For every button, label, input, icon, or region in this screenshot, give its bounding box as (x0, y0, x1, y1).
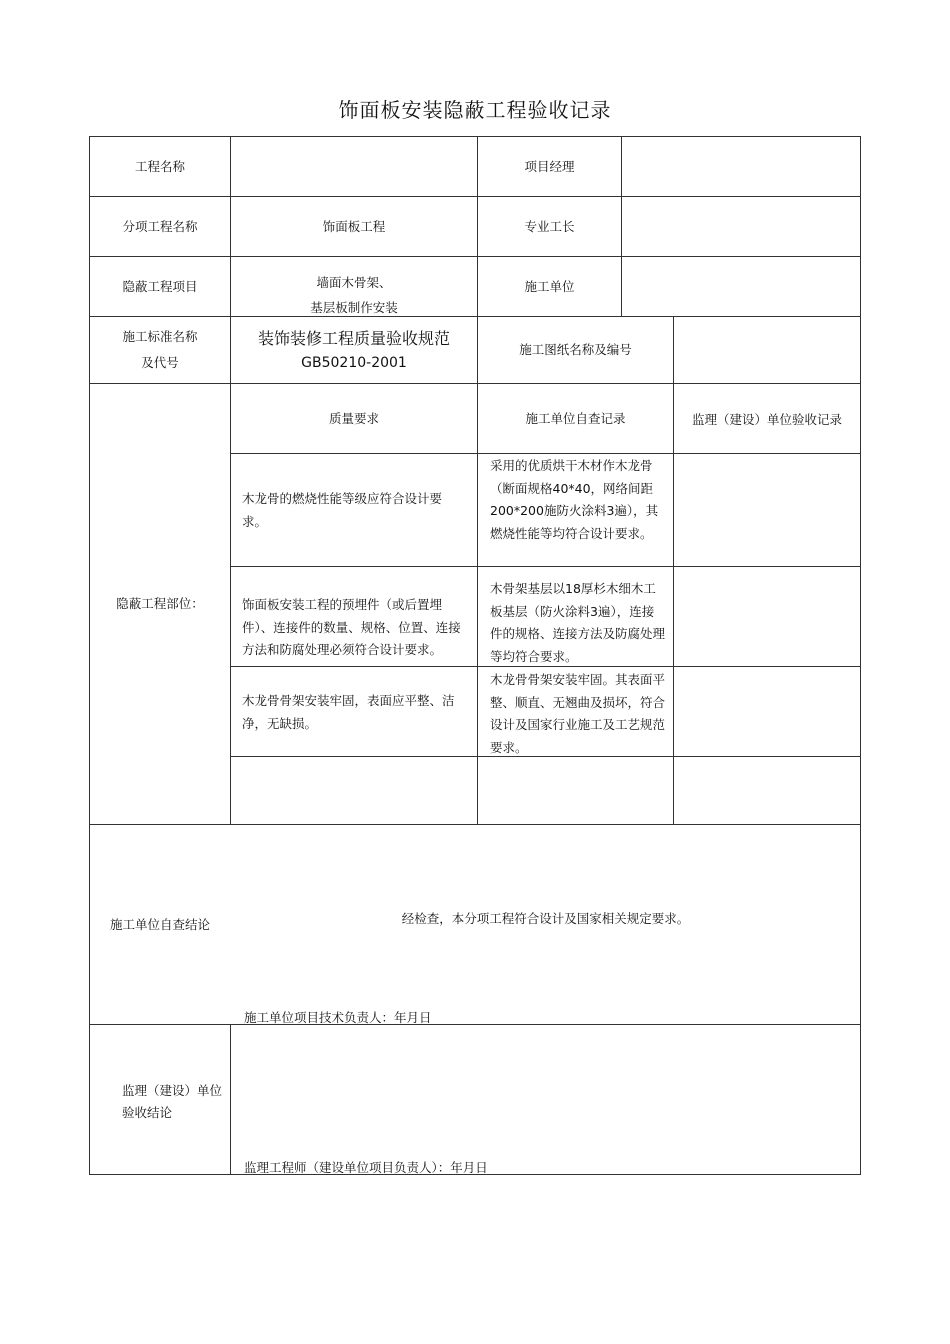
self-check-cell: 采用的优质烘干木材作木龙骨（断面规格40*40，网络间距200*200施防火涂料3遍），其燃烧性能等均符合设计要求。 (490, 458, 659, 541)
foreman-label: 专业工长 (524, 218, 575, 234)
self-conclusion-text: 经检查，本分项工程符合设计及国家相关规定要求。 (401, 911, 690, 926)
sub-project-value: 饰面板工程 (322, 218, 386, 234)
self-check-cell: 木龙骨骨架安装牢固。其表面平整、顺直、无翘曲及损坏，符合设计及国家行业施工及工艺规范要求。 (490, 672, 666, 755)
drawing-label: 施工图纸名称及编号 (519, 342, 632, 357)
project-manager-value (622, 137, 860, 196)
requirement-cell: 木龙骨骨架安装牢固，表面应平整、洁净，无缺损。 (242, 693, 455, 731)
project-name-label: 工程名称 (134, 158, 185, 174)
sub-project-label: 分项工程名称 (122, 218, 198, 234)
project-name-value (231, 137, 477, 196)
standard-value-line2: GB50210-2001 (301, 355, 407, 371)
requirement-cell: 木龙骨的燃烧性能等级应符合设计要求。 (242, 491, 443, 529)
supervision-conclusion-label-line2: 验收结论 (122, 1105, 173, 1120)
supervision-conclusion-label-line1: 监理（建设）单位 (122, 1083, 223, 1098)
section-label: 隐蔽工程部位： (116, 596, 204, 611)
col-self-check-header: 施工单位自查记录 (525, 410, 626, 426)
hidden-item-value-line1: 墙面木骨架、 (316, 275, 392, 290)
page-title: 饰面板安装隐蔽工程验收记录 (338, 98, 612, 122)
self-check-cell: 木骨架基层以18厚杉木细木工板基层（防火涂料3遍），连接件的规格、连接方法及防腐处理等均符合要求。 (490, 581, 666, 664)
hidden-item-value-line2: 基层板制作安装 (310, 300, 398, 315)
self-conclusion-signature: 施工单位项目技术负责人：年月日 (244, 1010, 432, 1025)
hidden-item-label: 隐蔽工程项目 (122, 278, 198, 294)
standard-value-line1: 装饰装修工程质量验收规范 (257, 329, 450, 348)
construction-unit-label: 施工单位 (524, 278, 575, 294)
standard-label-line2: 及代号 (141, 355, 179, 370)
standard-label-line1: 施工标准名称 (122, 329, 198, 344)
self-conclusion-label: 施工单位自查结论 (109, 916, 210, 932)
col-supervision-header: 监理（建设）单位验收记录 (691, 412, 842, 427)
supervision-conclusion-signature: 监理工程师（建设单位项目负责人）：年月日 (244, 1160, 488, 1175)
construction-unit-value (622, 257, 860, 316)
drawing-value (674, 317, 860, 383)
project-manager-label: 项目经理 (524, 158, 575, 174)
col-quality-header: 质量要求 (328, 410, 379, 426)
foreman-value (622, 197, 860, 256)
requirement-cell: 饰面板安装工程的预埋件（或后置埋件）、连接件的数量、规格、位置、连接方法和防腐处理必须符合设计要求。 (242, 597, 461, 657)
